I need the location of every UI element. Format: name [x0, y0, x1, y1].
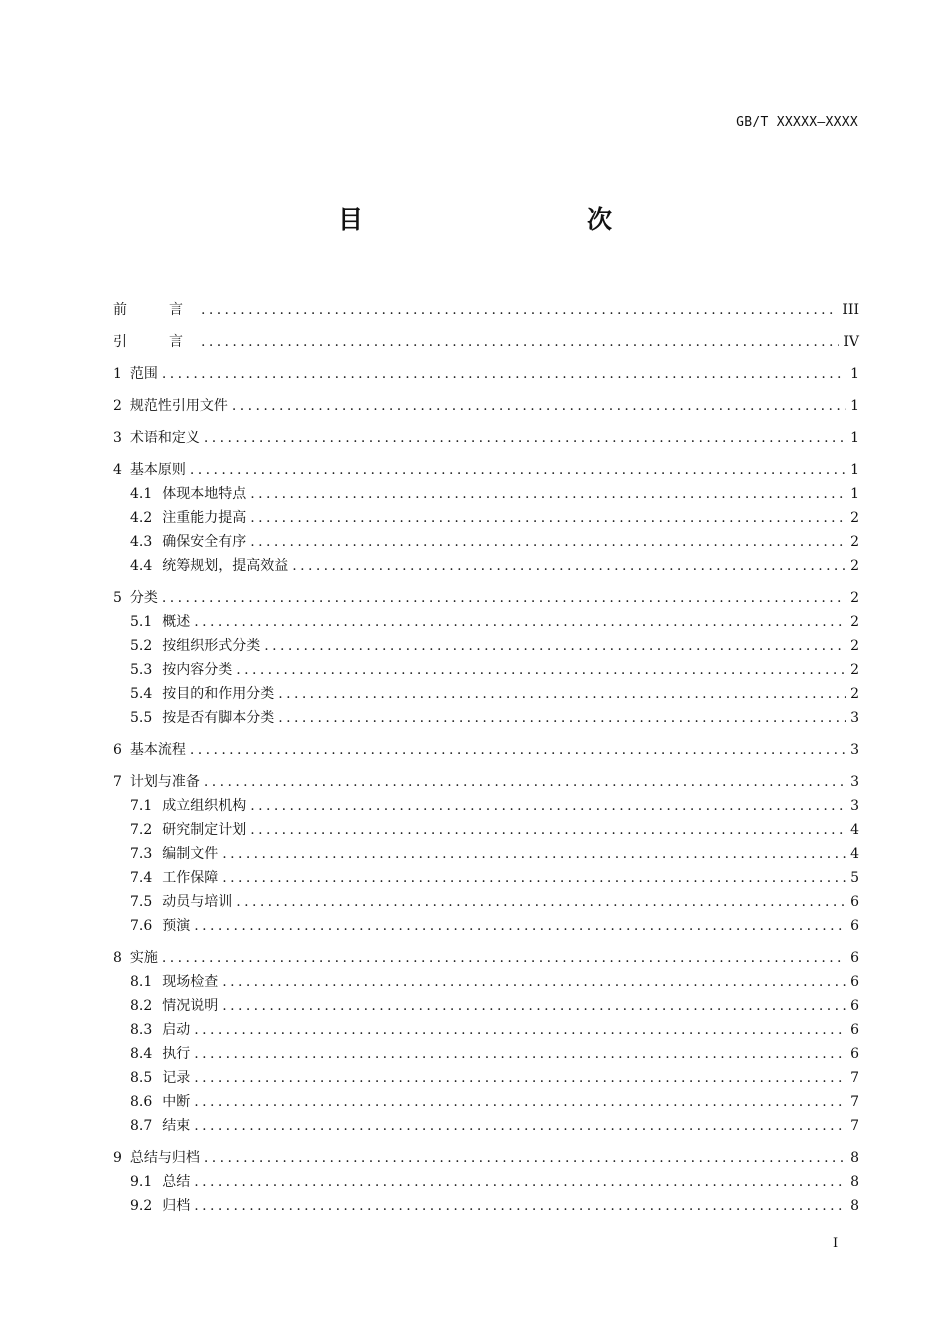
- toc-entry[interactable]: [113, 351, 859, 383]
- toc-entry-page: 8: [850, 1150, 859, 1166]
- toc-entry-label: [130, 1045, 190, 1063]
- toc-entry-title: 归档: [162, 1198, 191, 1214]
- toc-entry-label: [130, 685, 274, 703]
- toc-entry-page: 5: [850, 870, 859, 886]
- toc-entry-number: 7.6: [130, 918, 153, 934]
- toc-entry-page: 2: [850, 662, 859, 678]
- toc-entry-page: 2: [850, 638, 859, 654]
- toc-entry-label: [130, 637, 260, 655]
- toc-entry-label: [130, 797, 246, 815]
- toc-entry-title: 预演: [162, 918, 191, 934]
- toc-entry-title: 分类: [129, 590, 158, 606]
- toc-entry-number: 7.4: [130, 870, 153, 886]
- toc-leader-dots: [278, 685, 846, 703]
- toc-leader-dots: [204, 1149, 846, 1167]
- page-number: I: [833, 1236, 839, 1251]
- toc-entry-number: 4.3: [130, 534, 153, 550]
- toc-entry-title: 按组织形式分类: [162, 638, 261, 654]
- toc-entry[interactable]: [113, 479, 859, 503]
- toc-entry-page: 4: [850, 822, 859, 838]
- toc-entry-title: 基本流程: [129, 742, 186, 758]
- toc-entry-label: [113, 461, 186, 479]
- toc-leader-dots: [236, 893, 846, 911]
- table-of-contents: [113, 287, 859, 1215]
- toc-entry-title: 总结: [162, 1174, 191, 1190]
- toc-entry-number: 9.1: [130, 1174, 153, 1190]
- toc-title: 目 次: [337, 205, 670, 234]
- toc-leader-dots: [292, 557, 846, 575]
- toc-entry[interactable]: [113, 1015, 859, 1039]
- toc-entry-number: 8.6: [130, 1094, 153, 1110]
- toc-entry-title: 按目的和作用分类: [162, 686, 275, 702]
- toc-entry-title: 前 言: [113, 302, 197, 318]
- toc-entry-number: 2: [113, 398, 122, 414]
- toc-entry-title: 中断: [162, 1094, 191, 1110]
- toc-entry[interactable]: [113, 1039, 859, 1063]
- toc-entry-label: [113, 773, 200, 791]
- toc-entry-label: [130, 1173, 190, 1191]
- toc-entry-page: 3: [850, 710, 859, 726]
- toc-entry-number: 4.4: [130, 558, 153, 574]
- toc-entry-number: 4: [113, 462, 122, 478]
- toc-entry-title: 体现本地特点: [162, 486, 247, 502]
- toc-entry[interactable]: [113, 607, 859, 631]
- toc-entry-label: [130, 709, 274, 727]
- toc-entry-label: [130, 557, 288, 575]
- toc-entry[interactable]: [113, 1087, 859, 1111]
- toc-entry-title: 情况说明: [162, 998, 219, 1014]
- toc-entry-number: 9: [113, 1150, 122, 1166]
- toc-entry-page: 6: [850, 894, 859, 910]
- toc-leader-dots: [250, 533, 846, 551]
- toc-leader-dots: [278, 709, 846, 727]
- toc-entry-page: 6: [850, 950, 859, 966]
- toc-entry-title: 按内容分类: [162, 662, 233, 678]
- toc-entry[interactable]: [113, 447, 859, 479]
- toc-entry-page: 1: [850, 486, 859, 502]
- toc-entry-number: 8.4: [130, 1046, 153, 1062]
- toc-entry-number: 5.4: [130, 686, 153, 702]
- toc-entry-title: 启动: [162, 1022, 191, 1038]
- toc-entry-page: 4: [850, 846, 859, 862]
- toc-entry-number: 7: [113, 774, 122, 790]
- toc-entry-page: 2: [850, 614, 859, 630]
- toc-entry-page: 1: [850, 366, 859, 382]
- toc-entry-label: [130, 509, 246, 527]
- toc-entry-page: 6: [850, 974, 859, 990]
- toc-entry-label: [113, 365, 158, 383]
- toc-entry-page: 1: [850, 462, 859, 478]
- toc-entry-label: [113, 1149, 200, 1167]
- toc-entry-label: [130, 661, 232, 679]
- toc-entry-label: [130, 821, 246, 839]
- toc-entry-label: [130, 973, 218, 991]
- toc-entry-label: [113, 589, 158, 607]
- toc-leader-dots: [204, 773, 846, 791]
- toc-entry-number: 7.2: [130, 822, 153, 838]
- toc-entry-label: [130, 869, 218, 887]
- toc-entry-title: 范围: [129, 366, 158, 382]
- toc-entry-page: 2: [850, 534, 859, 550]
- toc-entry[interactable]: [113, 703, 859, 727]
- toc-leader-dots: [222, 997, 846, 1015]
- toc-leader-dots: [264, 637, 846, 655]
- toc-entry-page: 3: [850, 774, 859, 790]
- toc-entry[interactable]: [113, 287, 859, 319]
- toc-leader-dots: [250, 821, 846, 839]
- toc-entry-title: 总结与归档: [129, 1150, 200, 1166]
- toc-leader-dots: [194, 917, 846, 935]
- toc-entry-number: 4.1: [130, 486, 153, 502]
- toc-entry-page: 1: [850, 430, 859, 446]
- toc-entry-page: 2: [850, 590, 859, 606]
- toc-entry-label: [130, 1117, 190, 1135]
- toc-entry-number: 8: [113, 950, 122, 966]
- toc-entry-label: [130, 1069, 190, 1087]
- toc-leader-dots: [204, 429, 846, 447]
- toc-entry-number: 6: [113, 742, 122, 758]
- toc-entry-number: 5.3: [130, 662, 153, 678]
- toc-entry-label: [113, 301, 197, 319]
- toc-entry-page: 7: [850, 1118, 859, 1134]
- toc-entry[interactable]: [113, 1191, 859, 1215]
- document-code: GB/T XXXXX—XXXX: [736, 115, 858, 130]
- toc-entry-page: 2: [850, 558, 859, 574]
- toc-entry[interactable]: [113, 727, 859, 759]
- toc-entry-number: 7.5: [130, 894, 153, 910]
- toc-entry-number: 9.2: [130, 1198, 153, 1214]
- toc-entry-number: 5.1: [130, 614, 153, 630]
- toc-entry-page: 6: [850, 1022, 859, 1038]
- toc-entry[interactable]: [113, 991, 859, 1015]
- toc-entry-title: 实施: [129, 950, 158, 966]
- toc-entry[interactable]: [113, 655, 859, 679]
- toc-entry-title: 统筹规划，提高效益: [162, 558, 289, 574]
- toc-entry-number: 4.2: [130, 510, 153, 526]
- toc-leader-dots: [222, 845, 846, 863]
- toc-leader-dots: [194, 1173, 846, 1191]
- toc-leader-dots: [194, 1045, 846, 1063]
- toc-entry-number: 8.2: [130, 998, 153, 1014]
- toc-entry-title: 成立组织机构: [162, 798, 247, 814]
- toc-leader-dots: [194, 1117, 846, 1135]
- toc-entry-label: [113, 397, 228, 415]
- toc-leader-dots: [194, 613, 846, 631]
- toc-entry-title: 工作保障: [162, 870, 219, 886]
- toc-entry-label: [130, 893, 232, 911]
- toc-entry-number: 8.1: [130, 974, 153, 990]
- toc-leader-dots: [201, 301, 838, 319]
- toc-entry-label: [130, 1093, 190, 1111]
- toc-entry-number: 8.3: [130, 1022, 153, 1038]
- toc-entry[interactable]: [113, 551, 859, 575]
- toc-entry-label: [130, 485, 246, 503]
- toc-entry-page: 6: [850, 998, 859, 1014]
- toc-entry-label: [113, 949, 158, 967]
- toc-entry-title: 术语和定义: [129, 430, 200, 446]
- toc-entry[interactable]: [113, 815, 859, 839]
- toc-entry-label: [130, 1197, 190, 1215]
- toc-leader-dots: [236, 661, 846, 679]
- toc-leader-dots: [250, 509, 846, 527]
- toc-leader-dots: [201, 333, 839, 351]
- toc-entry[interactable]: [113, 1111, 859, 1135]
- toc-entry-label: [113, 333, 197, 351]
- toc-leader-dots: [162, 949, 846, 967]
- toc-entry-number: 3: [113, 430, 122, 446]
- toc-entry[interactable]: [113, 967, 859, 991]
- toc-entry[interactable]: [113, 791, 859, 815]
- toc-entry-title: 规范性引用文件: [129, 398, 228, 414]
- toc-leader-dots: [222, 869, 846, 887]
- toc-entry-title: 现场检查: [162, 974, 219, 990]
- toc-entry[interactable]: [113, 679, 859, 703]
- toc-leader-dots: [162, 365, 846, 383]
- toc-entry-label: [130, 613, 190, 631]
- toc-entry-title: 按是否有脚本分类: [162, 710, 275, 726]
- toc-entry-label: [113, 429, 200, 447]
- toc-entry-label: [130, 845, 218, 863]
- toc-entry[interactable]: [113, 1135, 859, 1167]
- toc-entry[interactable]: [113, 383, 859, 415]
- toc-entry-title: 基本原则: [129, 462, 186, 478]
- toc-entry-page: 2: [850, 686, 859, 702]
- toc-entry-page: 6: [850, 1046, 859, 1062]
- toc-entry-page: 3: [850, 798, 859, 814]
- toc-entry-label: [130, 997, 218, 1015]
- toc-entry[interactable]: [113, 575, 859, 607]
- toc-entry-label: [113, 741, 186, 759]
- toc-entry[interactable]: [113, 319, 859, 351]
- toc-entry[interactable]: [113, 759, 859, 791]
- toc-entry-page: 8: [850, 1174, 859, 1190]
- toc-leader-dots: [232, 397, 846, 415]
- toc-entry-page: 3: [850, 742, 859, 758]
- toc-entry[interactable]: [113, 527, 859, 551]
- toc-entry-page: 7: [850, 1070, 859, 1086]
- toc-entry-page: 2: [850, 510, 859, 526]
- toc-entry-title: 结束: [162, 1118, 191, 1134]
- toc-entry-page: 8: [850, 1198, 859, 1214]
- toc-entry-title: 动员与培训: [162, 894, 233, 910]
- toc-leader-dots: [190, 461, 846, 479]
- toc-entry[interactable]: [113, 863, 859, 887]
- toc-entry-page: 7: [850, 1094, 859, 1110]
- toc-entry-number: 5.2: [130, 638, 153, 654]
- toc-entry[interactable]: [113, 1167, 859, 1191]
- toc-leader-dots: [194, 1093, 846, 1111]
- toc-entry-page: 6: [850, 918, 859, 934]
- toc-entry-title: 编制文件: [162, 846, 219, 862]
- toc-entry[interactable]: [113, 631, 859, 655]
- toc-entry-page: IV: [843, 334, 859, 350]
- toc-entry-title: 记录: [162, 1070, 191, 1086]
- toc-entry-number: 7.1: [130, 798, 153, 814]
- toc-leader-dots: [222, 973, 846, 991]
- toc-entry-title: 执行: [162, 1046, 191, 1062]
- toc-entry-title: 概述: [162, 614, 191, 630]
- toc-entry-number: 7.3: [130, 846, 153, 862]
- toc-entry-title: 研究制定计划: [162, 822, 247, 838]
- toc-entry-number: 5.5: [130, 710, 153, 726]
- toc-entry[interactable]: [113, 911, 859, 935]
- toc-entry-title: 注重能力提高: [162, 510, 247, 526]
- toc-entry[interactable]: [113, 935, 859, 967]
- toc-entry-number: 8.5: [130, 1070, 153, 1086]
- toc-entry-title: 确保安全有序: [162, 534, 247, 550]
- toc-leader-dots: [194, 1069, 846, 1087]
- toc-leader-dots: [190, 741, 846, 759]
- toc-entry-label: [130, 1021, 190, 1039]
- toc-entry-label: [130, 533, 246, 551]
- toc-leader-dots: [194, 1021, 846, 1039]
- toc-entry[interactable]: [113, 503, 859, 527]
- toc-leader-dots: [194, 1197, 846, 1215]
- toc-entry[interactable]: [113, 887, 859, 911]
- toc-entry-page: 1: [850, 398, 859, 414]
- toc-entry-number: 8.7: [130, 1118, 153, 1134]
- toc-leader-dots: [250, 797, 846, 815]
- toc-entry-title: 计划与准备: [129, 774, 200, 790]
- toc-entry-number: 1: [113, 366, 122, 382]
- toc-entry[interactable]: [113, 839, 859, 863]
- toc-entry-page: III: [842, 302, 859, 318]
- toc-entry[interactable]: [113, 415, 859, 447]
- toc-leader-dots: [250, 485, 846, 503]
- toc-entry[interactable]: [113, 1063, 859, 1087]
- toc-entry-number: 5: [113, 590, 122, 606]
- toc-entry-title: 引 言: [113, 334, 197, 350]
- toc-entry-label: [130, 917, 190, 935]
- toc-leader-dots: [162, 589, 846, 607]
